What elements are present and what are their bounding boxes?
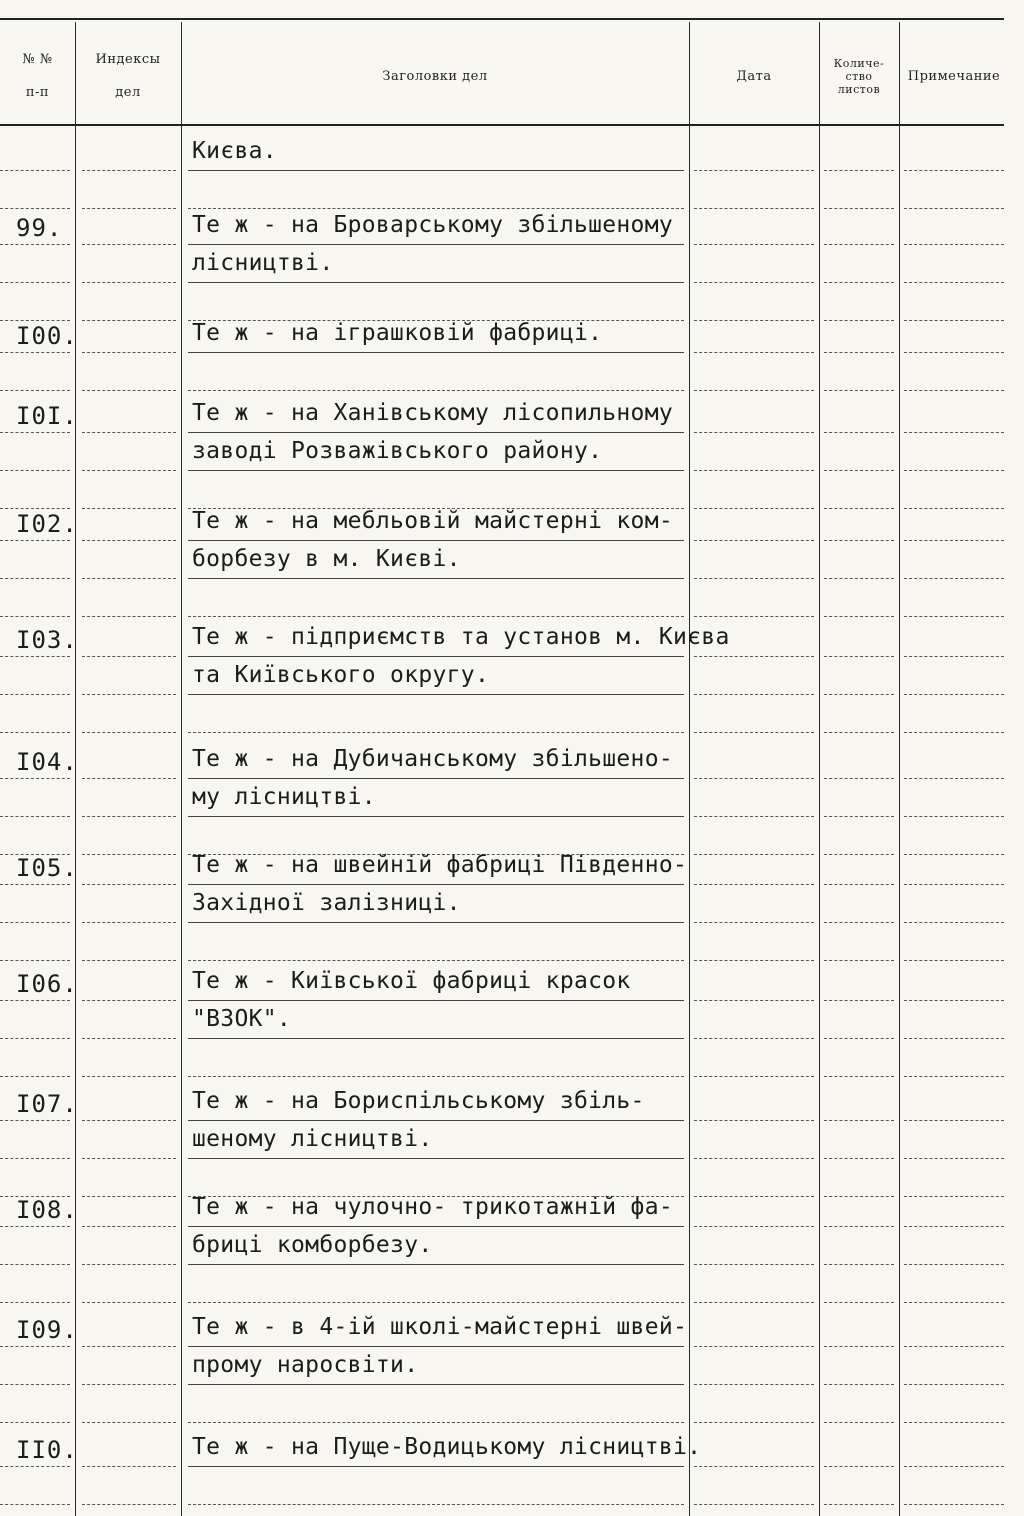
ruled-line <box>694 656 814 657</box>
ruled-line <box>82 922 176 923</box>
ruled-line <box>0 656 70 657</box>
ruled-line <box>0 884 70 885</box>
ruled-line <box>82 1226 176 1227</box>
ruled-line <box>82 778 176 779</box>
ruled-line <box>824 1226 894 1227</box>
ruled-line <box>904 1038 1004 1039</box>
ruled-line <box>0 732 70 733</box>
ruled-line <box>188 1302 684 1303</box>
ruled-line <box>694 244 814 245</box>
ruled-line <box>0 1038 70 1039</box>
ruled-line <box>824 432 894 433</box>
ruled-line <box>0 1302 70 1303</box>
ruled-line <box>694 694 814 695</box>
ruled-line <box>0 1504 70 1505</box>
ruled-line <box>904 208 1004 209</box>
column-divider <box>689 22 690 1516</box>
ruled-line <box>824 390 894 391</box>
ruled-line <box>188 170 684 171</box>
ruled-line <box>694 884 814 885</box>
ruled-line <box>82 732 176 733</box>
row-title-line: Те ж - на Пуще-Водицькому лісництві. <box>192 1434 702 1460</box>
ruled-line <box>188 1466 684 1467</box>
ruled-line <box>188 1000 684 1001</box>
ruled-line <box>824 208 894 209</box>
column-divider <box>181 22 182 1516</box>
row-number: II0. <box>16 1436 78 1464</box>
row-number: I09. <box>16 1316 78 1344</box>
ruled-line <box>0 1264 70 1265</box>
ruled-line <box>904 694 1004 695</box>
ruled-line <box>904 1196 1004 1197</box>
ruled-line <box>824 1264 894 1265</box>
row-title-line: лісництві. <box>192 250 334 276</box>
ruled-line <box>824 778 894 779</box>
header-col-sheets <box>819 24 899 128</box>
row-number: I05. <box>16 854 78 882</box>
ruled-line <box>904 1158 1004 1159</box>
ruled-line <box>694 1384 814 1385</box>
ruled-line <box>694 578 814 579</box>
ruled-line <box>904 470 1004 471</box>
ruled-line <box>694 282 814 283</box>
row-title-line: Те ж - на швейній фабриці Південно- <box>192 852 688 878</box>
ruled-line <box>824 1000 894 1001</box>
ruled-line <box>82 1422 176 1423</box>
ruled-line <box>0 1226 70 1227</box>
ruled-line <box>694 732 814 733</box>
ruled-line <box>82 432 176 433</box>
row-number: I08. <box>16 1196 78 1224</box>
ruled-line <box>904 1264 1004 1265</box>
ruled-line <box>694 616 814 617</box>
ruled-line <box>82 508 176 509</box>
ruled-line <box>82 244 176 245</box>
ruled-line <box>82 320 176 321</box>
ruled-line <box>0 282 70 283</box>
row-title-line: Те ж - Київської фабриці красок <box>192 968 631 994</box>
ruled-line <box>188 616 684 617</box>
ruled-line <box>0 1422 70 1423</box>
ruled-line <box>904 1302 1004 1303</box>
ruled-line <box>824 1384 894 1385</box>
ruled-line <box>824 1076 894 1077</box>
ruled-line <box>82 390 176 391</box>
row-number: I0I. <box>16 402 78 430</box>
ruled-line <box>824 1422 894 1423</box>
ruled-line <box>694 390 814 391</box>
ruled-line <box>904 778 1004 779</box>
ruled-line <box>824 170 894 171</box>
ruled-line <box>0 352 70 353</box>
ruled-line <box>188 922 684 923</box>
ruled-line <box>694 1076 814 1077</box>
ruled-line <box>904 320 1004 321</box>
ruled-line <box>694 1302 814 1303</box>
ruled-line <box>188 1158 684 1159</box>
ruled-line <box>0 432 70 433</box>
ruled-line <box>82 816 176 817</box>
ruled-line <box>694 922 814 923</box>
ruled-line <box>82 1504 176 1505</box>
header-col-number-line2: п-п <box>25 85 50 100</box>
ruled-line <box>188 1264 684 1265</box>
row-title-line: Києва. <box>192 138 277 164</box>
ruled-line <box>0 816 70 817</box>
ruled-line <box>904 352 1004 353</box>
ruled-line <box>0 508 70 509</box>
ruled-line <box>82 1196 176 1197</box>
ruled-line <box>904 732 1004 733</box>
ruled-line <box>824 616 894 617</box>
ruled-line <box>82 960 176 961</box>
ruled-line <box>188 352 684 353</box>
ruled-line <box>824 1504 894 1505</box>
ruled-line <box>904 1384 1004 1385</box>
ruled-line <box>904 854 1004 855</box>
ruled-line <box>188 960 684 961</box>
ruled-line <box>188 432 684 433</box>
ruled-line <box>188 816 684 817</box>
ruled-line <box>824 656 894 657</box>
ruled-line <box>694 1158 814 1159</box>
ruled-line <box>188 282 684 283</box>
row-number: I02. <box>16 510 78 538</box>
ruled-line <box>824 470 894 471</box>
ruled-line <box>824 1120 894 1121</box>
row-number: 99. <box>16 214 63 242</box>
ruled-line <box>904 922 1004 923</box>
ruled-line <box>82 170 176 171</box>
ruled-line <box>0 1000 70 1001</box>
ruled-line <box>904 1076 1004 1077</box>
ruled-line <box>0 616 70 617</box>
ruled-line <box>824 1196 894 1197</box>
column-divider <box>819 22 820 1516</box>
ruled-line <box>694 960 814 961</box>
ruled-line <box>824 854 894 855</box>
ruled-line <box>904 1120 1004 1121</box>
ruled-line <box>694 352 814 353</box>
row-title-line: бриці комборбезу. <box>192 1232 433 1258</box>
row-title-line: прому наросвіти. <box>192 1352 419 1378</box>
row-title-line: Західної залізниці. <box>192 890 461 916</box>
ruled-line <box>82 1346 176 1347</box>
ruled-line <box>188 1038 684 1039</box>
ruled-line <box>188 732 684 733</box>
row-title-line: Те ж - на чулочно- трикотажній фа- <box>192 1194 674 1220</box>
ruled-line <box>694 170 814 171</box>
ruled-line <box>694 1226 814 1227</box>
ruled-line <box>904 816 1004 817</box>
ruled-line <box>824 1038 894 1039</box>
ruled-line <box>824 1158 894 1159</box>
row-number: I03. <box>16 626 78 654</box>
ruled-line <box>904 616 1004 617</box>
ruled-line <box>82 1264 176 1265</box>
header-col-date: Дата <box>736 68 772 84</box>
ruled-line <box>0 540 70 541</box>
header-col-index <box>75 24 181 128</box>
ruled-line <box>188 1346 684 1347</box>
ruled-line <box>0 578 70 579</box>
ruled-line <box>82 1076 176 1077</box>
ruled-line <box>82 694 176 695</box>
ruled-line <box>188 1422 684 1423</box>
ruled-line <box>188 578 684 579</box>
row-title-line: борбезу в м. Києві. <box>192 546 461 572</box>
ruled-line <box>904 282 1004 283</box>
ruled-line <box>0 244 70 245</box>
ruled-line <box>82 282 176 283</box>
ruled-line <box>904 1466 1004 1467</box>
ruled-line <box>694 1422 814 1423</box>
ruled-line <box>694 540 814 541</box>
ruled-line <box>904 884 1004 885</box>
header-col-index-line1: Индексы <box>95 52 161 67</box>
row-title-line: заводі Розважівського району. <box>192 438 603 464</box>
row-title-line: Те ж - підприємств та установ м. Києва <box>192 624 730 650</box>
ruled-line <box>0 1346 70 1347</box>
ruled-line <box>694 854 814 855</box>
ruled-line <box>824 320 894 321</box>
row-title-line: Те ж - на Дубичанському збільшено- <box>192 746 674 772</box>
ruled-line <box>904 1504 1004 1505</box>
ruled-line <box>694 1000 814 1001</box>
ruled-line <box>824 1466 894 1467</box>
ruled-line <box>0 1466 70 1467</box>
ruled-line <box>904 390 1004 391</box>
ruled-line <box>0 960 70 961</box>
ruled-line <box>188 1076 684 1077</box>
ruled-line <box>82 1038 176 1039</box>
ruled-line <box>82 1000 176 1001</box>
top-rule <box>0 18 1004 20</box>
header-col-note: Примечание <box>907 68 1001 84</box>
row-title-line: Те ж - на Ханівському лісопильному <box>192 400 674 426</box>
ruled-line <box>82 854 176 855</box>
ruled-line <box>904 578 1004 579</box>
ruled-line <box>188 694 684 695</box>
ruled-line <box>188 1504 684 1505</box>
header-col-title: Заголовки дел <box>382 68 488 84</box>
ruled-line <box>0 170 70 171</box>
ruled-line <box>694 816 814 817</box>
row-title-line: Те ж - на Броварському збільшеному <box>192 212 674 238</box>
row-title-line: Те ж - в 4-ій школі-майстерні швей- <box>192 1314 688 1340</box>
ruled-line <box>904 656 1004 657</box>
ruled-line <box>82 616 176 617</box>
ruled-line <box>188 884 684 885</box>
ruled-line <box>694 1196 814 1197</box>
ruled-line <box>824 352 894 353</box>
column-divider <box>899 22 900 1516</box>
row-title-line: му лісництві. <box>192 784 376 810</box>
ruled-line <box>188 778 684 779</box>
ruled-line <box>188 470 684 471</box>
ruled-line <box>904 432 1004 433</box>
header-col-sheets-line1: Количе- <box>833 56 885 70</box>
ruled-line <box>824 578 894 579</box>
ruled-line <box>824 1302 894 1303</box>
ruled-line <box>82 352 176 353</box>
ruled-line <box>188 656 684 657</box>
ruled-line <box>824 960 894 961</box>
ruled-line <box>824 922 894 923</box>
ruled-line <box>694 1120 814 1121</box>
ruled-line <box>188 390 684 391</box>
ruled-line <box>824 732 894 733</box>
ruled-line <box>904 244 1004 245</box>
ruled-line <box>82 470 176 471</box>
ruled-line <box>188 244 684 245</box>
ruled-line <box>824 282 894 283</box>
ruled-line <box>694 778 814 779</box>
ruled-line <box>904 1346 1004 1347</box>
ruled-line <box>904 960 1004 961</box>
ruled-line <box>0 390 70 391</box>
row-number: I07. <box>16 1090 78 1118</box>
ruled-line <box>694 1504 814 1505</box>
ruled-line <box>82 1158 176 1159</box>
ruled-line <box>824 694 894 695</box>
header-col-number <box>0 24 75 128</box>
ruled-line <box>82 884 176 885</box>
ruled-line <box>824 244 894 245</box>
ruled-line <box>0 778 70 779</box>
ruled-line <box>0 1120 70 1121</box>
ruled-line <box>904 1422 1004 1423</box>
ruled-line <box>0 922 70 923</box>
ruled-line <box>0 694 70 695</box>
header-col-sheets-line3: листов <box>837 82 881 96</box>
ruled-line <box>694 470 814 471</box>
ruled-line <box>0 208 70 209</box>
ruled-line <box>824 816 894 817</box>
row-title-line: Те ж - на іграшковій фабриці. <box>192 320 603 346</box>
ruled-line <box>904 170 1004 171</box>
ruled-line <box>824 1346 894 1347</box>
ruled-line <box>0 1384 70 1385</box>
ruled-line <box>694 208 814 209</box>
ruled-line <box>188 540 684 541</box>
ruled-line <box>82 1120 176 1121</box>
ruled-line <box>904 508 1004 509</box>
ruled-line <box>82 1466 176 1467</box>
header-col-sheets-line2: ство <box>845 69 873 83</box>
ruled-line <box>188 1120 684 1121</box>
ruled-line <box>0 320 70 321</box>
ruled-line <box>694 1264 814 1265</box>
ruled-line <box>82 1384 176 1385</box>
ruled-line <box>82 1302 176 1303</box>
ruled-line <box>694 1346 814 1347</box>
ruled-line <box>694 1038 814 1039</box>
row-number: I04. <box>16 748 78 776</box>
ruled-line <box>0 470 70 471</box>
ruled-line <box>188 1384 684 1385</box>
row-title-line: Те ж - на Бориспільському збіль- <box>192 1088 645 1114</box>
ruled-line <box>694 320 814 321</box>
ruled-line <box>904 1226 1004 1227</box>
ruled-line <box>82 208 176 209</box>
ruled-line <box>824 508 894 509</box>
ruled-line <box>904 1000 1004 1001</box>
ruled-line <box>824 884 894 885</box>
row-title-line: шеному лісництві. <box>192 1126 433 1152</box>
ruled-line <box>0 1076 70 1077</box>
header-col-index-line2: дел <box>115 85 141 100</box>
row-title-line: "ВЗОК". <box>192 1006 292 1032</box>
ruled-line <box>694 432 814 433</box>
row-number: I00. <box>16 322 78 350</box>
row-title-line: та Київського округу. <box>192 662 490 688</box>
ruled-line <box>824 540 894 541</box>
ruled-line <box>82 578 176 579</box>
ruled-line <box>82 540 176 541</box>
ruled-line <box>82 656 176 657</box>
ruled-line <box>188 1226 684 1227</box>
header-col-number-line1: № № <box>22 52 53 67</box>
ruled-line <box>904 540 1004 541</box>
row-number: I06. <box>16 970 78 998</box>
ruled-line <box>694 1466 814 1467</box>
ruled-line <box>694 508 814 509</box>
row-title-line: Те ж - на мебльовій майстерні ком- <box>192 508 674 534</box>
ruled-line <box>0 1158 70 1159</box>
